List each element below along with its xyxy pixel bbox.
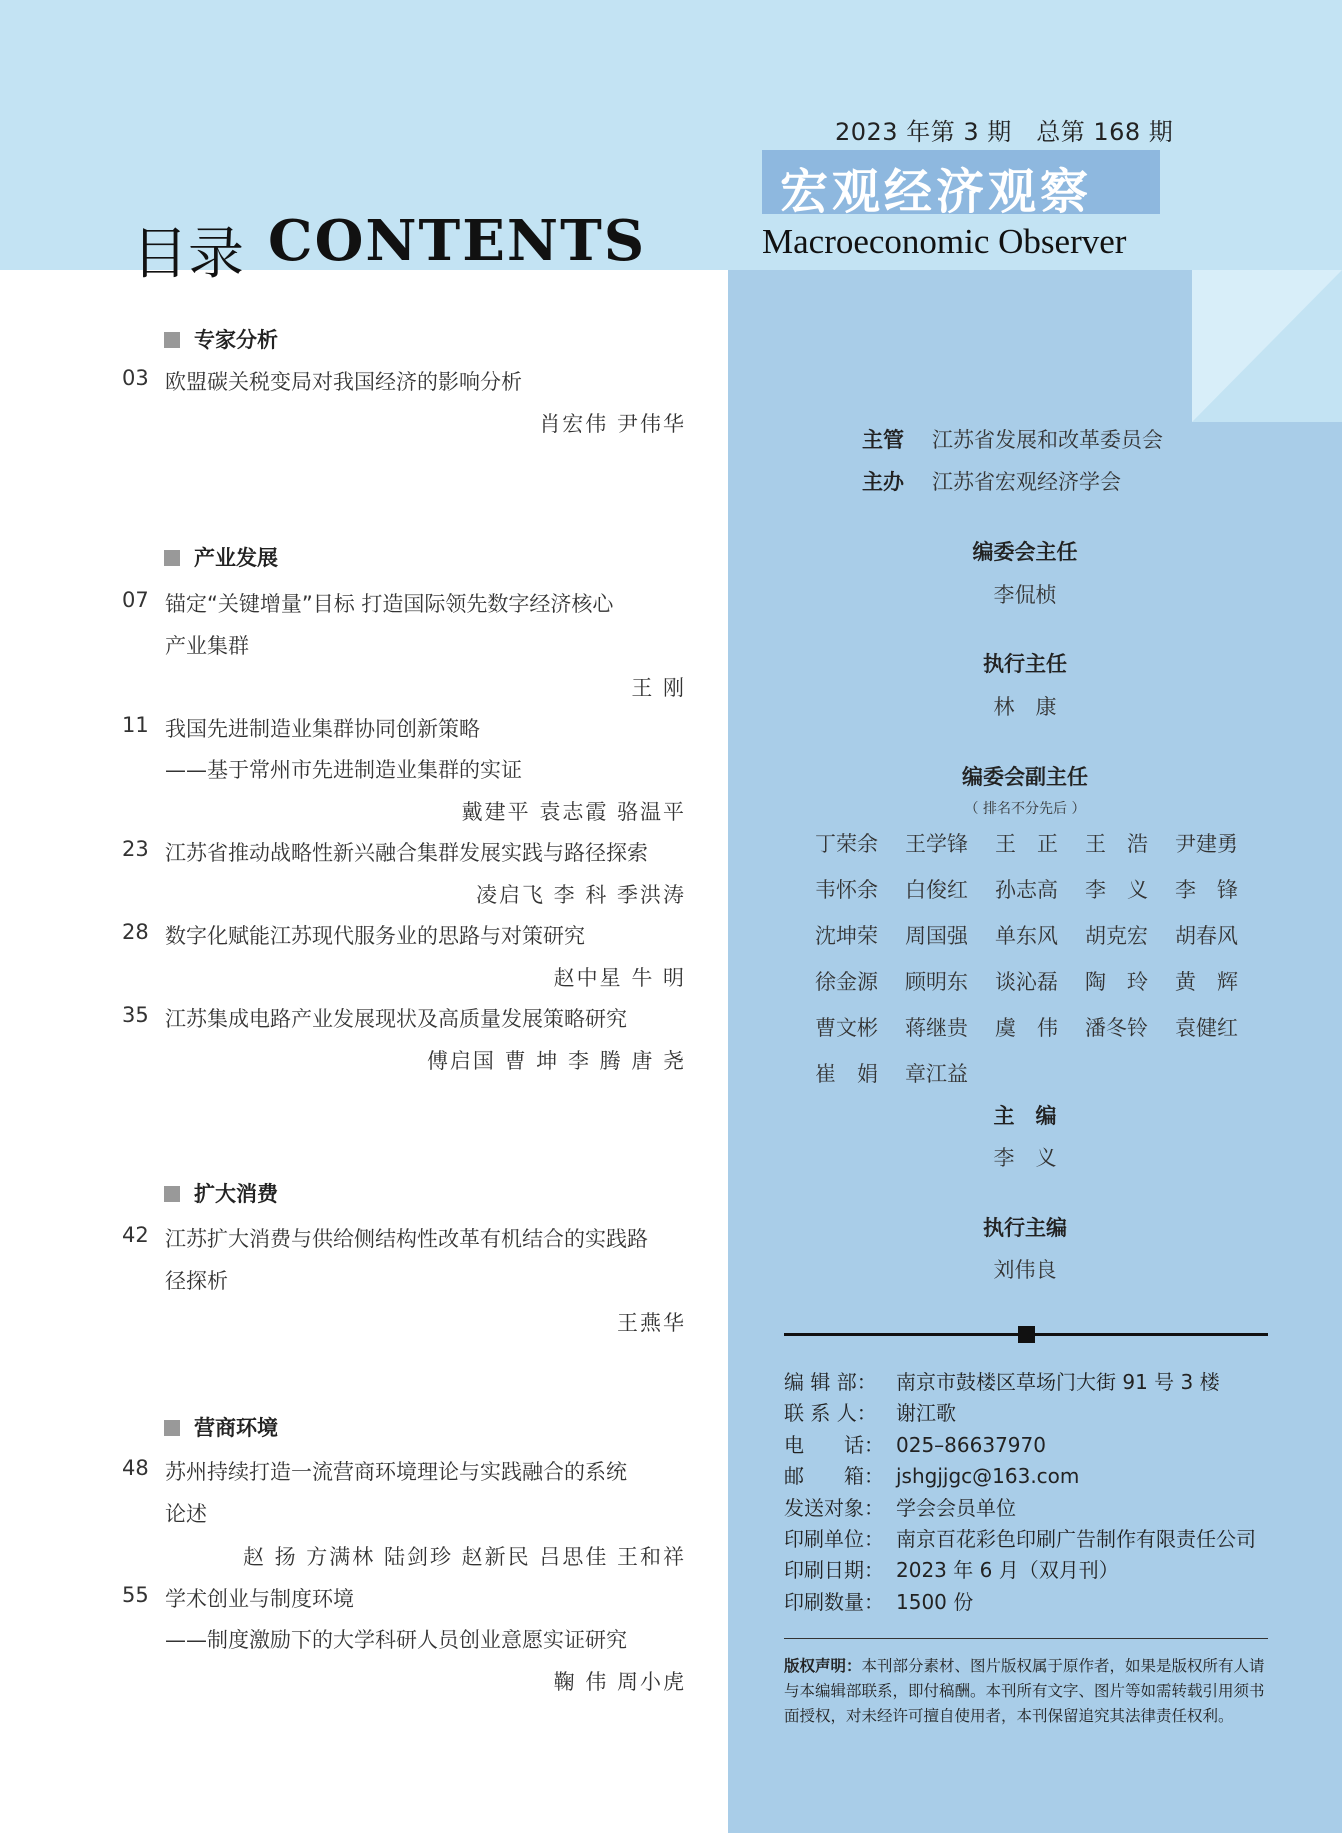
email-link[interactable]: jshgjjgc@163.com <box>896 1464 1080 1489</box>
vice-chair-name: 蒋继贵 <box>905 1016 968 1040</box>
vice-chair-name: 孙志高 <box>995 878 1058 902</box>
vice-chair-list <box>815 828 1265 1088</box>
page-number: 35 <box>122 1003 149 1027</box>
contents-heading-en: CONTENTS <box>268 208 647 274</box>
article-title-cont[interactable]: 论述 <box>165 1502 207 1526</box>
article-title-cont[interactable]: 径探析 <box>165 1269 228 1293</box>
section-heading: 扩大消费 <box>164 1178 278 1208</box>
article-title[interactable]: 苏州持续打造一流营商环境理论与实践融合的系统 <box>165 1460 627 1484</box>
vice-chair-name: 袁健红 <box>1175 1016 1238 1040</box>
thin-divider <box>784 1638 1268 1639</box>
exec-director-label: 执行主任 <box>983 652 1067 676</box>
info-row-contact: 联 系 人： 谢江歌 <box>784 1401 956 1426</box>
copyright-label: 版权声明： <box>784 1657 862 1675</box>
vice-chair-name: 顾明东 <box>905 970 968 994</box>
vice-chair-name: 周国强 <box>905 924 968 948</box>
journal-title-cn: 宏观经济观察 <box>780 164 1093 220</box>
section-heading: 产业发展 <box>164 542 278 572</box>
vice-chair-name: 虞 伟 <box>995 1016 1058 1040</box>
section-marker-icon <box>164 332 180 348</box>
article-title[interactable]: 江苏省推动战略性新兴融合集群发展实践与路径探索 <box>165 841 648 865</box>
chair-name: 李侃桢 <box>993 583 1057 607</box>
page-number: 42 <box>122 1223 149 1247</box>
chair-label: 编委会主任 <box>972 540 1078 564</box>
copyright-notice <box>784 1654 1274 1729</box>
article-title[interactable]: 欧盟碳关税变局对我国经济的影响分析 <box>165 370 522 394</box>
ranking-note: （ 排名不分先后 ） <box>964 801 1086 817</box>
vice-chair-name: 曹文彬 <box>815 1016 878 1040</box>
publication-info <box>784 1367 1256 1618</box>
info-row-print-date: 印刷日期： 2023 年 6 月（双月刊） <box>784 1558 1119 1583</box>
section-heading: 营商环境 <box>164 1412 278 1442</box>
copyright-text: 本刊部分素材、图片版权属于原作者，如果是版权所有人请与本编辑部联系，即付稿酬。本刊所有文字、图片等如需转载引用须书面授权，对未经许可擅自使用者，本刊保留追究其法律责任权利。 <box>784 1657 1265 1725</box>
vice-chair-name: 黄 辉 <box>1175 970 1238 994</box>
page-number: 11 <box>122 713 149 737</box>
info-row-phone: 电 话： 025–86637970 <box>784 1432 1046 1457</box>
section-heading: 专家分析 <box>164 324 278 354</box>
sponsor-value: 江苏省宏观经济学会 <box>932 470 1121 494</box>
contents-heading-cn: 目录 <box>132 222 244 287</box>
article-title[interactable]: 学术创业与制度环境 <box>165 1587 354 1611</box>
page-number: 23 <box>122 837 149 861</box>
page-number: 48 <box>122 1456 149 1480</box>
vice-chair-name: 王学锋 <box>905 832 968 856</box>
vice-chair-name: 单东风 <box>995 924 1058 948</box>
exec-director-name: 林 康 <box>993 695 1057 719</box>
article-authors: 王 刚 <box>631 676 686 700</box>
page-fold-corner <box>1192 270 1342 422</box>
article-title[interactable]: 江苏集成电路产业发展现状及高质量发展策略研究 <box>165 1007 627 1031</box>
vice-chair-name: 潘冬铃 <box>1085 1016 1148 1040</box>
article-subtitle[interactable]: ——制度激励下的大学科研人员创业意愿实证研究 <box>165 1628 627 1652</box>
article-authors: 赵 扬 方满林 陆剑珍 赵新民 吕思佳 王和祥 <box>242 1545 686 1569</box>
article-authors: 凌启飞 李 科 季洪涛 <box>475 883 686 907</box>
vice-chair-name: 王 正 <box>995 832 1058 856</box>
vice-chair-name: 丁荣余 <box>815 832 878 856</box>
vice-chair-name: 章江益 <box>905 1062 968 1086</box>
vice-chair-name: 尹建勇 <box>1175 832 1238 856</box>
vice-chair-name: 白俊红 <box>905 878 968 902</box>
article-title[interactable]: 我国先进制造业集群协同创新策略 <box>165 717 480 741</box>
vice-chair-name: 胡克宏 <box>1085 924 1148 948</box>
article-subtitle[interactable]: ——基于常州市先进制造业集群的实证 <box>165 758 522 782</box>
info-row-printer: 印刷单位： 南京百花彩色印刷广告制作有限责任公司 <box>784 1527 1256 1552</box>
editor-name: 李 义 <box>993 1146 1057 1170</box>
article-authors: 赵中星 牛 明 <box>553 966 686 990</box>
section-marker-icon <box>164 550 180 566</box>
vice-chair-name: 谈沁磊 <box>995 970 1058 994</box>
supervisor-value: 江苏省发展和改革委员会 <box>932 428 1163 452</box>
info-row-print-run: 印刷数量： 1500 份 <box>784 1589 974 1614</box>
supervisor-label: 主管 <box>862 428 904 452</box>
vice-chair-name: 胡春风 <box>1175 924 1238 948</box>
article-title[interactable]: 数字化赋能江苏现代服务业的思路与对策研究 <box>165 924 585 948</box>
page-number: 28 <box>122 920 149 944</box>
vice-chair-name: 王 浩 <box>1085 832 1148 856</box>
divider-marker-icon <box>1018 1326 1035 1343</box>
info-row-email: 邮 箱： jshgjjgc@163.com <box>784 1464 1080 1489</box>
sponsor-label: 主办 <box>862 470 904 494</box>
article-title-cont[interactable]: 产业集群 <box>165 634 249 658</box>
page-number: 07 <box>122 588 149 612</box>
editor-label: 主 编 <box>993 1104 1057 1128</box>
article-authors: 肖宏伟 尹伟华 <box>539 412 686 436</box>
page-number: 03 <box>122 366 149 390</box>
vice-chair-name: 徐金源 <box>815 970 878 994</box>
vice-chair-name: 沈坤荣 <box>815 924 878 948</box>
article-title[interactable]: 锚定“关键增量”目标 打造国际领先数字经济核心 <box>165 592 614 616</box>
article-authors: 傅启国 曹 坤 李 腾 唐 尧 <box>426 1049 686 1073</box>
section-marker-icon <box>164 1186 180 1202</box>
info-row-office: 编 辑 部： 南京市鼓楼区草场门大街 91 号 3 楼 <box>784 1370 1220 1394</box>
section-marker-icon <box>164 1420 180 1436</box>
article-title[interactable]: 江苏扩大消费与供给侧结构性改革有机结合的实践路 <box>165 1227 648 1251</box>
article-authors: 戴建平 袁志霞 骆温平 <box>461 800 686 824</box>
article-authors: 王燕华 <box>617 1311 686 1335</box>
journal-title-en: Macroeconomic Observer <box>762 222 1127 261</box>
vice-chair-name: 李 锋 <box>1175 878 1238 902</box>
article-authors: 鞠 伟 周小虎 <box>553 1670 686 1694</box>
exec-editor-label: 执行主编 <box>983 1216 1067 1240</box>
vice-chair-name: 李 义 <box>1085 878 1148 902</box>
vice-chair-label: 编委会副主任 <box>962 765 1088 789</box>
exec-editor-name: 刘伟良 <box>993 1258 1057 1282</box>
vice-chair-name: 韦怀余 <box>815 878 878 902</box>
vice-chair-name: 崔 娟 <box>815 1062 878 1086</box>
issue-number: 2023 年第 3 期 总第 168 期 <box>835 118 1174 146</box>
info-row-distribution: 发送对象： 学会会员单位 <box>784 1495 1016 1520</box>
vice-chair-name: 陶 玲 <box>1085 970 1148 994</box>
page-number: 55 <box>122 1583 149 1607</box>
